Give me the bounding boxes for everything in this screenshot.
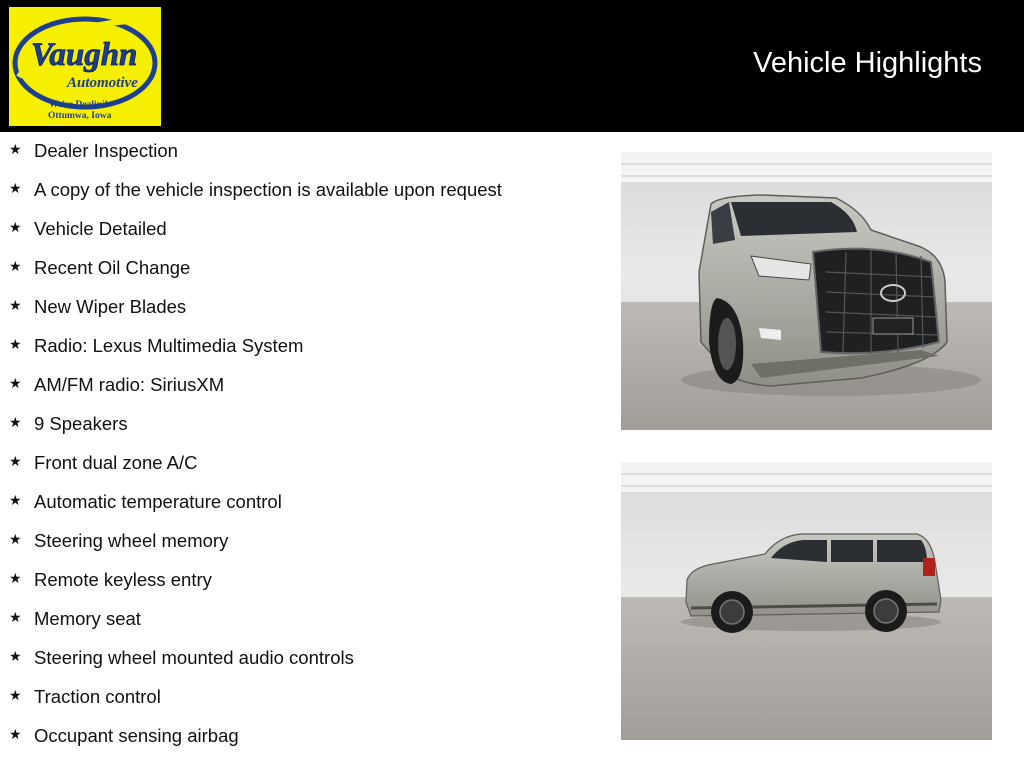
highlight-text: A copy of the vehicle inspection is available upon request — [34, 179, 502, 200]
vehicle-photo-side[interactable] — [621, 462, 992, 740]
highlight-item — [0, 293, 600, 332]
star-icon: ★ — [9, 336, 22, 352]
highlight-text: Traction control — [34, 686, 161, 707]
highlight-text: Memory seat — [34, 608, 141, 629]
highlight-text: Recent Oil Change — [34, 257, 191, 278]
highlight-text: 9 Speakers — [34, 413, 128, 434]
page-title: Vehicle Highlights — [753, 47, 982, 79]
highlight-item — [0, 683, 600, 722]
star-icon: ★ — [9, 726, 22, 742]
star-icon: ★ — [9, 453, 22, 469]
star-icon: ★ — [9, 297, 22, 313]
svg-text:Automotive: Automotive — [67, 75, 138, 91]
vehicle-side-image — [621, 462, 992, 740]
highlight-item — [0, 410, 600, 449]
star-icon: ★ — [9, 141, 22, 157]
svg-text:Vaughn: Vaughn — [31, 37, 138, 73]
highlight-text: Vehicle Detailed — [34, 218, 167, 239]
highlight-item — [0, 605, 600, 644]
highlight-text: Front dual zone A/C — [34, 452, 198, 473]
highlight-text: Automatic temperature control — [34, 491, 282, 512]
highlight-item — [0, 449, 600, 488]
highlight-item — [0, 176, 600, 215]
star-icon: ★ — [9, 492, 22, 508]
highlight-text: Steering wheel memory — [34, 530, 229, 551]
highlight-text: Steering wheel mounted audio controls — [34, 647, 354, 668]
star-icon: ★ — [9, 609, 22, 625]
svg-text:We're Dealin'!: We're Dealin'! — [49, 100, 108, 110]
star-icon: ★ — [9, 687, 22, 703]
highlight-text: AM/FM radio: SiriusXM — [34, 374, 225, 395]
highlight-text: Radio: Lexus Multimedia System — [34, 335, 304, 356]
highlight-item — [0, 722, 600, 761]
star-icon: ★ — [9, 570, 22, 586]
svg-text:Ottumwa, Iowa: Ottumwa, Iowa — [48, 111, 112, 121]
highlight-item — [0, 527, 600, 566]
highlight-item — [0, 137, 600, 176]
highlight-item — [0, 488, 600, 527]
star-icon: ★ — [9, 258, 22, 274]
highlight-item — [0, 332, 600, 371]
highlight-item — [0, 371, 600, 410]
star-icon: ★ — [9, 219, 22, 235]
highlights-list — [0, 137, 600, 761]
star-icon: ★ — [9, 180, 22, 196]
dealer-logo[interactable] — [9, 7, 161, 126]
vehicle-photo-front[interactable] — [621, 152, 992, 430]
star-icon: ★ — [9, 414, 22, 430]
highlight-item — [0, 254, 600, 293]
highlight-text: Remote keyless entry — [34, 569, 212, 590]
highlight-item — [0, 644, 600, 683]
highlight-text: Dealer Inspection — [34, 140, 178, 161]
star-icon: ★ — [9, 375, 22, 391]
highlight-item — [0, 566, 600, 605]
header-bar — [0, 0, 1024, 132]
vehicle-front-image — [621, 152, 992, 430]
highlight-item — [0, 215, 600, 254]
dealer-logo-image — [9, 7, 161, 126]
highlight-text: Occupant sensing airbag — [34, 725, 239, 746]
highlight-text: New Wiper Blades — [34, 296, 187, 317]
star-icon: ★ — [9, 531, 22, 547]
star-icon: ★ — [9, 648, 22, 664]
